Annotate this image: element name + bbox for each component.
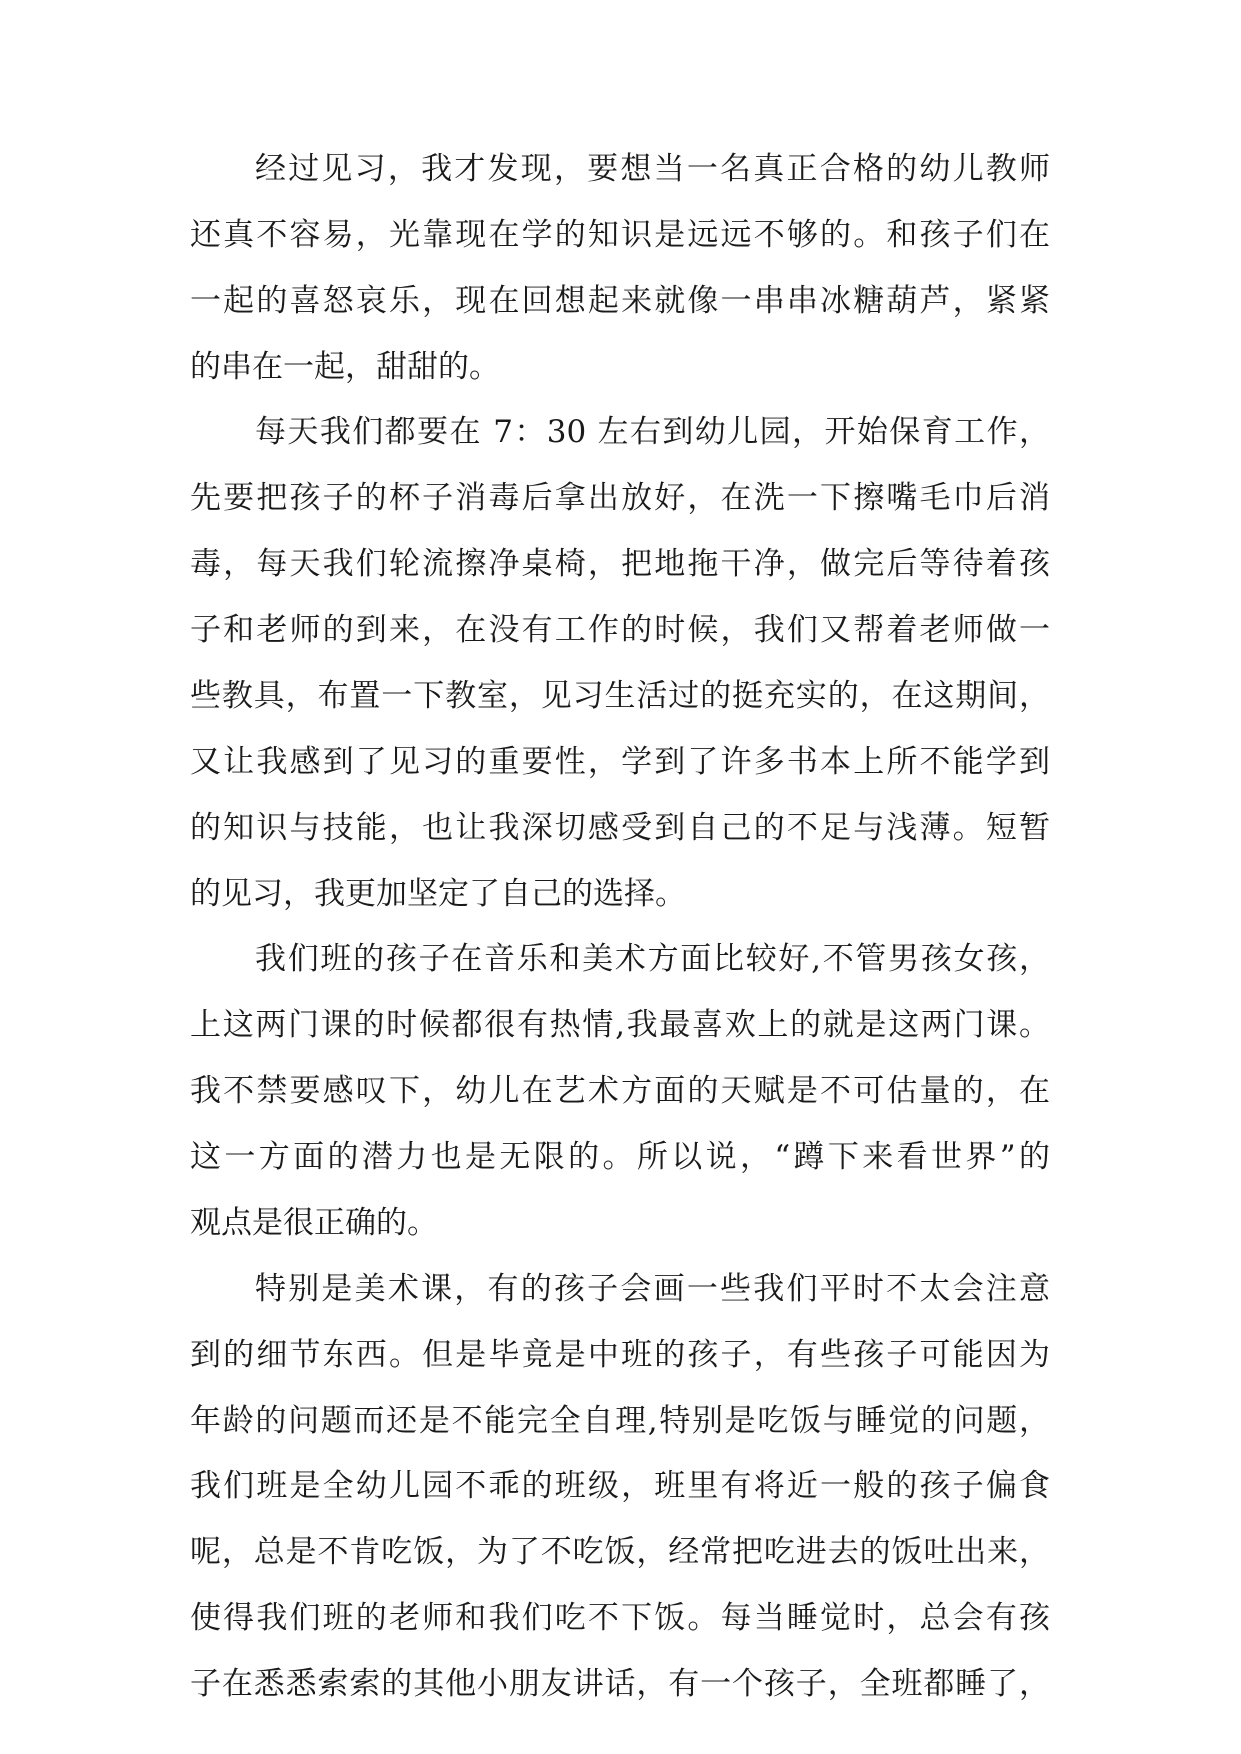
paragraph-3-line-4: 这一方面的潜力也是无限的。所以说，“蹲下来看世界”的: [190, 1139, 1050, 1175]
paragraph-1-line-3: 一起的喜怒哀乐，现在回想起来就像一串串冰糖葫芦，紧紧: [190, 283, 1050, 319]
paragraph-2-line-5: 些教具，布置一下教室，见习生活过的挺充实的，在这期间，: [190, 678, 1050, 714]
paragraph-2-line-8: 的见习，我更加坚定了自己的选择。: [190, 876, 686, 912]
paragraph-2-line-4: 子和老师的到来，在没有工作的时候，我们又帮着老师做一: [190, 612, 1050, 648]
paragraph-2-line-6: 又让我感到了见习的重要性，学到了许多书本上所不能学到: [190, 744, 1050, 780]
paragraph-4-line-2: 到的细节东西。但是毕竟是中班的孩子，有些孩子可能因为: [190, 1337, 1050, 1373]
paragraph-4-line-3: 年龄的问题而还是不能完全自理,特别是吃饭与睡觉的问题，: [190, 1403, 1050, 1439]
paragraph-3-line-1: 我们班的孩子在音乐和美术方面比较好,不管男孩女孩，: [255, 941, 1050, 977]
paragraph-4-line-5: 呢，总是不肯吃饭，为了不吃饭，经常把吃进去的饭吐出来，: [190, 1534, 1050, 1570]
paragraph-3-line-2: 上这两门课的时候都很有热情,我最喜欢上的就是这两门课。: [190, 1007, 1050, 1043]
paragraph-3-line-3: 我不禁要感叹下，幼儿在艺术方面的天赋是不可估量的，在: [190, 1073, 1050, 1109]
paragraph-3-line-5: 观点是很正确的。: [190, 1205, 438, 1241]
paragraph-2-line-2: 先要把孩子的杯子消毒后拿出放好，在洗一下擦嘴毛巾后消: [190, 480, 1050, 516]
paragraph-1-line-4: 的串在一起，甜甜的。: [190, 349, 500, 385]
paragraph-2-line-1: 每天我们都要在 7：30 左右到幼儿园，开始保育工作，: [255, 414, 1050, 450]
paragraph-4-line-7: 子在悉悉索索的其他小朋友讲话，有一个孩子，全班都睡了，: [190, 1666, 1050, 1702]
paragraph-4-line-6: 使得我们班的老师和我们吃不下饭。每当睡觉时，总会有孩: [190, 1600, 1050, 1636]
paragraph-1-line-1: 经过见习，我才发现，要想当一名真正合格的幼儿教师: [255, 151, 1050, 187]
paragraph-2-line-7: 的知识与技能，也让我深切感受到自己的不足与浅薄。短暂: [190, 810, 1050, 846]
paragraph-4-line-1: 特别是美术课，有的孩子会画一些我们平时不太会注意: [255, 1271, 1050, 1307]
paragraph-4-line-4: 我们班是全幼儿园不乖的班级，班里有将近一般的孩子偏食: [190, 1468, 1050, 1504]
paragraph-2-line-3: 毒，每天我们轮流擦净桌椅，把地拖干净，做完后等待着孩: [190, 546, 1050, 582]
paragraph-1-line-2: 还真不容易，光靠现在学的知识是远远不够的。和孩子们在: [190, 217, 1050, 253]
